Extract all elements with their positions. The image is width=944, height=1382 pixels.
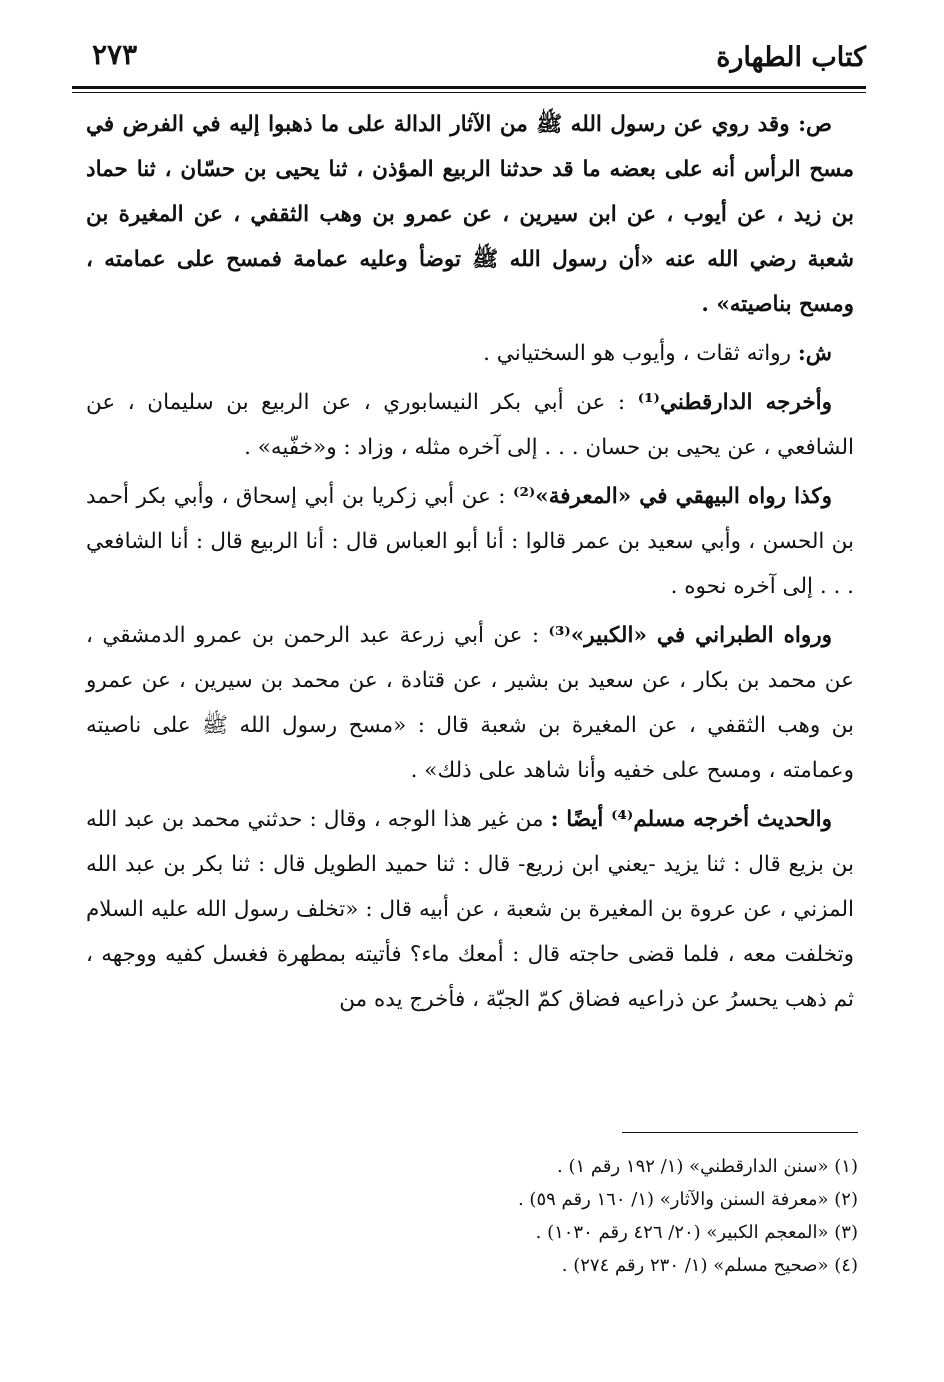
paragraph-text: : عن أبي بكر النيسابوري ، عن الربيع بن سليمان ، عن الشافعي ، عن يحيى بن حسان . . . إلى آخره مثله ، وزاد : و«خفّيه» . (86, 390, 854, 460)
paragraph (86, 331, 854, 376)
paragraph-lead: ص: (798, 112, 832, 137)
paragraph-lead: وكذا رواه البيهقي في «المعرفة»⁽²⁾ (513, 484, 833, 509)
paragraph-text: رواته ثقات ، وأيوب هو السختياني . (483, 341, 798, 366)
footnote-separator (622, 1132, 858, 1133)
header-rule-thick (72, 86, 866, 89)
paragraph-text: من غير هذا الوجه ، وقال : حدثني محمد بن عبد الله بن بزيع قال : ثنا يزيد -يعني ابن زريع- قال : ثنا حميد الطويل قال : ثنا بكر بن عبد الله المزني ، عن عروة بن المغيرة بن شعبة ، عن أبيه قال : «تخلف رسول الله عليه السلام وتخلفت معه ، فلما قضى حاجته قال : أمعك ماء؟ فأتيته بمطهرة فغسل كفيه ووجهه ، ثم ذهب يحسرُ عن ذراعيه فضاق كمّ الجبّة ، فأخرج يده من (86, 807, 854, 1012)
footnote: (١) «سنن الدارقطني» (١/ ١٩٢ رقم ١) . (557, 1156, 858, 1177)
paragraph-lead: ورواه الطبراني في «الكبير»⁽³⁾ (548, 623, 832, 648)
paragraph-text: : عن أبي زرعة عبد الرحمن بن عمرو الدمشقي ، عن محمد بن بكار ، عن سعيد بن بشير ، عن قتادة ، عن محمد بن سيرين ، عن عمرو بن وهب الثقفي ، عن المغيرة بن شعبة قال : «مسح رسول الله ﷺ على ناصيته وعمامته ، ومسح على خفيه وأنا شاهد على ذلك» . (86, 623, 854, 783)
paragraph-lead: والحديث أخرجه مسلم⁽⁴⁾ أيضًا : (550, 807, 832, 832)
page-header (72, 36, 866, 84)
chapter-title: كتاب الطهارة (716, 42, 866, 73)
paragraph-text: وقد روي عن رسول الله ﷺ من الآثار الدالة على ما ذهبوا إليه في الفرض في مسح الرأس أنه على بعضه ما قد حدثنا الربيع المؤذن ، ثنا يحيى بن حسّان ، ثنا حماد بن زيد ، عن أيوب ، عن ابن سيرين ، عن عمرو بن وهب الثقفي ، عن المغيرة بن شعبة رضي الله عنه «أن رسول الله ﷺ توضأ وعليه عمامة فمسح على عمامته ، ومسح بناصيته» . (86, 112, 854, 317)
paragraph (86, 102, 854, 327)
header-rule-thin (72, 92, 866, 93)
footnote: (٢) «معرفة السنن والآثار» (١/ ١٦٠ رقم ٥٩) . (517, 1189, 858, 1210)
paragraph-lead: وأخرجه الدارقطني⁽¹⁾ (637, 390, 832, 415)
paragraph-text: : عن أبي زكريا بن أبي إسحاق ، وأبي بكر أحمد بن الحسن ، وأبي سعيد بن عمر قالوا : أنا أبو العباس قال : أنا الربيع قال : أنا الشافعي . . . إلى آخره نحوه . (86, 484, 854, 599)
footnote: (٤) «صحيح مسلم» (١/ ٢٣٠ رقم ٢٧٤) . (561, 1255, 858, 1276)
paragraph (86, 613, 854, 793)
page-number: ٢٧٣ (92, 38, 138, 71)
paragraph (86, 380, 854, 470)
paragraph (86, 474, 854, 609)
paragraph (86, 797, 854, 1022)
footnotes (280, 1150, 858, 1282)
main-text (86, 102, 854, 1026)
paragraph-lead: ش: (797, 341, 832, 366)
footnote: (٣) «المعجم الكبير» (٢٠/ ٤٢٦ رقم ١٠٣٠) . (535, 1222, 858, 1243)
